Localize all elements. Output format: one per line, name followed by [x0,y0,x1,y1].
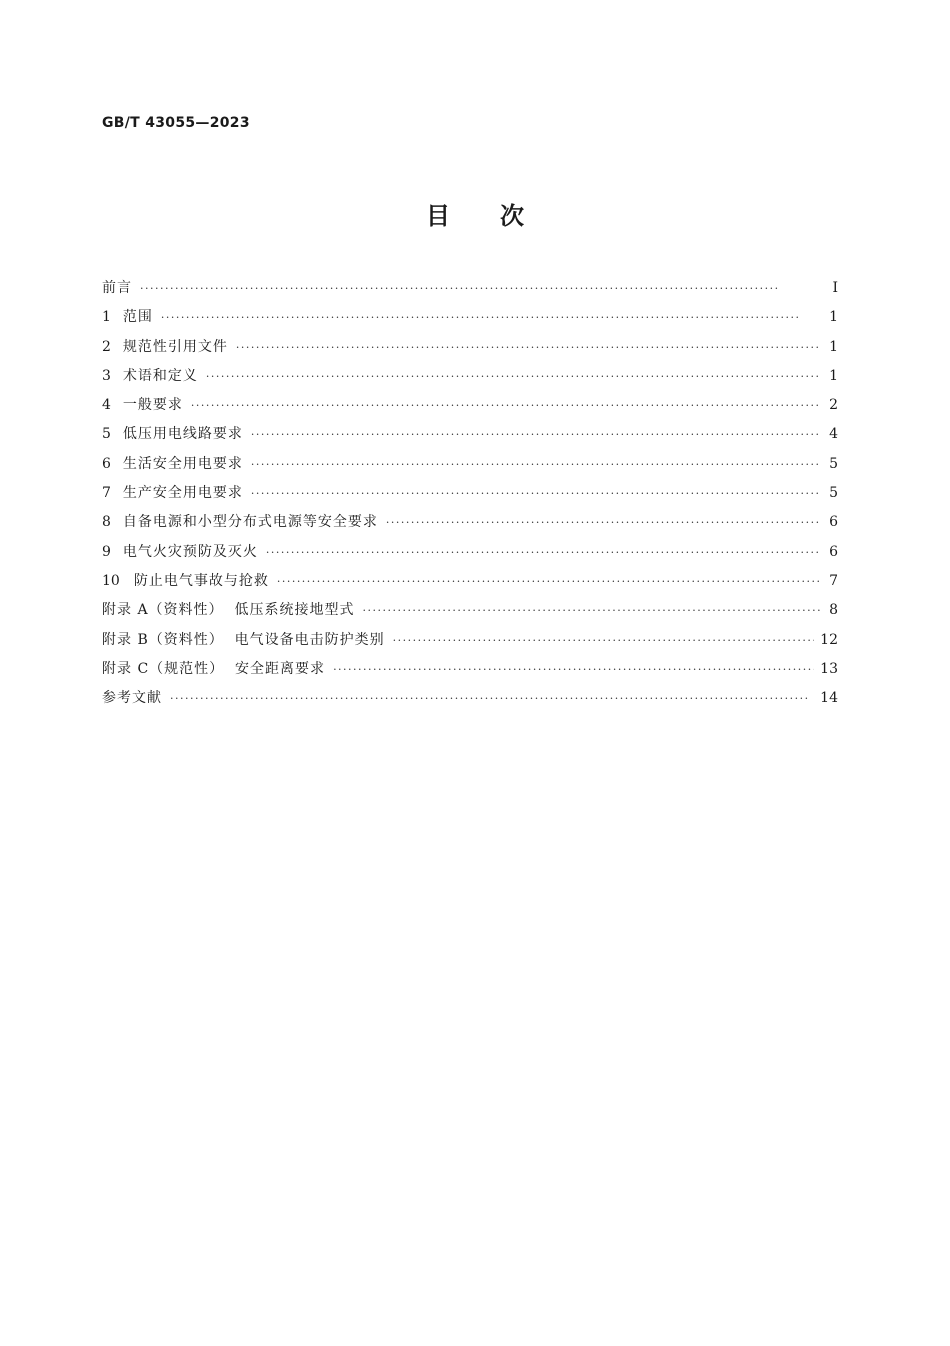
toc-entry-9[interactable] [102,538,838,567]
toc-leader-dots [170,684,814,713]
toc-entry-2[interactable] [102,333,838,362]
toc-entry-page: 1 [829,367,838,384]
toc-entry-foreword[interactable] [102,274,838,303]
toc-entry-page: 2 [829,397,838,414]
toc-entry-appendix-b[interactable] [102,626,838,655]
toc-entry-3[interactable] [102,362,838,391]
toc-entry-page: 12 [820,631,838,648]
toc-leader-dots [206,362,820,391]
toc-leader-dots [140,274,820,303]
toc-leader-dots [386,508,820,537]
toc-entry-label: 附录 B（资料性） 电气设备电击防护类别 [102,631,385,648]
toc-leader-dots [161,303,820,332]
toc-leader-dots [393,626,815,655]
toc-entry-number: 9 [102,543,111,560]
toc-entry-6[interactable] [102,450,838,479]
toc-entry-page: 13 [820,660,838,677]
toc-entry-number: 1 [102,309,111,326]
toc-entry-page: 6 [829,543,838,560]
toc-entry-label: 电气火灾预防及灭火 [122,543,258,560]
table-of-contents [102,274,838,713]
toc-entry-label: 防止电气事故与抢救 [133,572,269,589]
toc-entry-label: 一般要求 [122,397,183,414]
toc-entry-page: 4 [829,426,838,443]
toc-entry-page: I [832,280,838,296]
page-title: 目次 [426,202,574,230]
toc-entry-label: 生活安全用电要求 [122,455,243,472]
toc-leader-dots [251,420,820,449]
toc-entry-references[interactable] [102,684,838,713]
toc-entry-label: 术语和定义 [122,367,198,384]
toc-entry-number: 3 [102,367,111,384]
toc-entry-label: 规范性引用文件 [122,338,228,355]
toc-entry-page: 8 [829,602,838,619]
toc-leader-dots [251,450,820,479]
toc-entry-5[interactable] [102,420,838,449]
standard-code: GB/T 43055—2023 [102,115,250,131]
toc-leader-dots [333,655,814,684]
toc-leader-dots [236,333,820,362]
toc-entry-number: 4 [102,397,111,414]
toc-entry-1[interactable] [102,303,838,332]
toc-entry-10[interactable] [102,567,838,596]
toc-entry-number: 5 [102,426,111,443]
toc-entry-number: 2 [102,338,111,355]
toc-entry-label: 附录 A（资料性） 低压系统接地型式 [102,602,355,619]
toc-entry-page: 5 [829,455,838,472]
toc-entry-number: 8 [102,514,111,531]
toc-entry-appendix-c[interactable] [102,655,838,684]
toc-entry-label: 自备电源和小型分布式电源等安全要求 [122,514,378,531]
toc-entry-label: 低压用电线路要求 [122,426,243,443]
toc-entry-page: 1 [829,309,838,326]
toc-entry-4[interactable] [102,391,838,420]
toc-entry-page: 5 [829,485,838,502]
toc-entry-page: 1 [829,338,838,355]
toc-entry-label: 附录 C（规范性） 安全距离要求 [102,660,326,677]
toc-leader-dots [266,538,820,567]
toc-entry-number: 7 [102,485,111,502]
toc-entry-label: 范围 [122,309,153,326]
toc-leader-dots [362,596,820,625]
toc-entry-label: 生产安全用电要求 [122,485,243,502]
toc-entry-appendix-a[interactable] [102,596,838,625]
toc-entry-page: 7 [829,572,838,589]
toc-entry-page: 6 [829,514,838,531]
toc-entry-label: 前言 [102,280,132,296]
toc-entry-7[interactable] [102,479,838,508]
toc-entry-label: 参考文献 [102,690,162,707]
toc-leader-dots [251,479,820,508]
toc-entry-number: 6 [102,455,111,472]
toc-leader-dots [277,567,820,596]
toc-leader-dots [191,391,820,420]
toc-entry-page: 14 [820,690,838,707]
toc-entry-number: 10 [102,572,120,589]
toc-entry-8[interactable] [102,508,838,537]
